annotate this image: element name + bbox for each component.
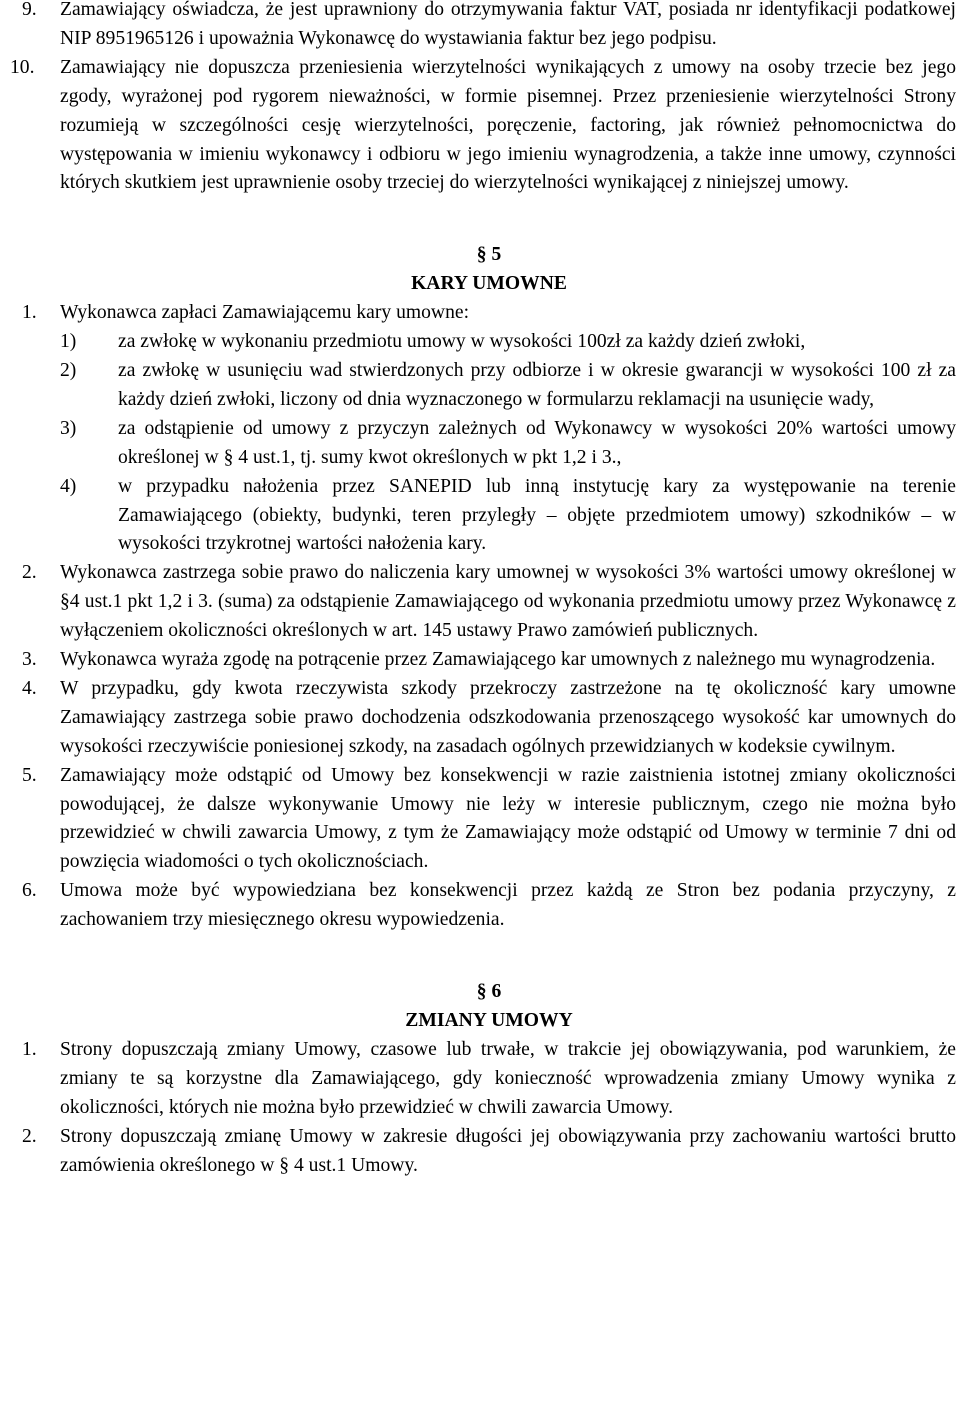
penalty-clause-4 [0, 675, 956, 762]
penalty-subclause-4 [0, 473, 956, 560]
clause-text: Zamawiający nie dopuszcza przeniesienia wierzytelności wynikających z umowy na osoby trzecie bez jego zgody, wyrażonej pod rygorem nieważności, w formie pisemnej. Przez przeniesienie wierzytelności Strony rozumieją w szczególności cesję wierzytelności, poręczenie, factoring, jak również pełnomocnictwa do występowania w imieniu wykonawcy i odbioru w jego imieniu wynagrodzenia, a także inne umowy, czynności których skutkiem jest uprawnienie osoby trzeciej do wierzytelności wynikającej z niniejszej umowy. [60, 56, 956, 194]
section-6-number: § 6 [476, 981, 502, 1003]
subclause-number: 1) [60, 331, 77, 353]
clause-text: Strony dopuszczają zmiany Umowy, czasowe lub trwałe, w trakcie jej obowiązywania, pod warunkiem, że zmiany te są korzystne dla Zamawiającego, gdy konieczność wprowadzenia zmiany Umowy wynika z okoliczności, których nie można było przewidzieć w chwili zawarcia Umowy. [60, 1038, 956, 1118]
clause-text: Strony dopuszczają zmianę Umowy w zakresie długości jej obowiązywania przy zachowaniu wartości brutto zamówienia określonego w § 4 ust.1 Umowy. [60, 1125, 956, 1176]
clause-number: 5. [22, 764, 37, 786]
subclause-number: 3) [60, 417, 77, 439]
clause-text: Wykonawca zapłaci Zamawiającemu kary umowne: [60, 302, 470, 324]
penalty-clause-3 [0, 646, 956, 675]
clause-number: 6. [22, 880, 37, 902]
section-5-title: KARY UMOWNE [411, 273, 567, 295]
penalty-subclause-1 [0, 328, 956, 357]
subclause-number: 4) [60, 475, 77, 497]
penalty-clause-6 [0, 877, 956, 935]
section-5-number: § 5 [476, 244, 502, 266]
section-6-title: ZMIANY UMOWY [405, 1010, 573, 1031]
clause-number: 9. [22, 0, 37, 20]
penalty-subclause-3 [0, 415, 956, 473]
subclause-text: za odstąpienie od umowy z przyczyn zależnych od Wykonawcy w wysokości 20% wartości umowy określonej w § 4 ust.1, tj. sumy kwot określonych w pkt 1,2 i 3., [118, 417, 956, 468]
clause-number: 1. [22, 302, 37, 324]
clause-number: 4. [22, 677, 37, 699]
penalty-clause-2 [0, 559, 956, 646]
clause-text: Wykonawca wyraża zgodę na potrącenie przez Zamawiającego kar umownych z należnego mu wynagrodzenia. [60, 649, 936, 671]
clause-text: Wykonawca zastrzega sobie prawo do naliczenia kary umownej w wysokości 3% wartości umowy określonej w §4 ust.1 pkt 1,2 i 3. (suma) za odstąpienie Zamawiającego od wykonania przedmiotu umowy przez Wykonawcę z wyłączeniem okoliczności określonych w art. 145 ustawy Prawo zamówień publicznych. [60, 562, 956, 642]
clause-9 [0, 0, 956, 54]
amendment-clause-1 [0, 1036, 956, 1123]
subclause-text: w przypadku nałożenia przez SANEPID lub inną instytucję kary za występowanie na terenie Zamawiającego (obiekty, budynki, teren przyległy – objęte przedmiotem umowy) szkodników – w wysokości trzykrotnej wartości nałożenia kary. [118, 475, 956, 555]
penalty-clause-1 [0, 299, 956, 328]
penalty-subclause-2 [0, 357, 956, 415]
clause-number: 10. [10, 56, 35, 78]
clause-number: 1. [22, 1038, 37, 1060]
penalty-clause-5 [0, 762, 956, 878]
subclause-number: 2) [60, 359, 77, 381]
clause-10 [0, 54, 956, 199]
clause-text: W przypadku, gdy kwota rzeczywista szkody przekroczy zastrzeżone na tę okoliczność kary umowne Zamawiający zastrzega sobie prawo dochodzenia odszkodowania przenoszącego wysokość kar umownych do wysokości rzeczywiście poniesionej szkody, na zasadach ogólnych przewidzianych w kodeksie cywilnym. [60, 677, 956, 757]
clause-text: Umowa może być wypowiedziana bez konsekwencji przez każdą ze Stron bez podania przyczyny, z zachowaniem trzy miesięcznego okresu wypowiedzenia. [60, 880, 956, 931]
subclause-text: za zwłokę w usunięciu wad stwierdzonych przy odbiorze i w okresie gwarancji w wysokości 100 zł za każdy dzień zwłoki, liczony od dnia wyznaczonego w formularzu reklamacji na usunięcie wady, [118, 359, 956, 410]
clause-number: 2. [22, 1125, 37, 1147]
clause-text: Zamawiający oświadcza, że jest uprawniony do otrzymywania faktur VAT, posiada nr identyfikacji podatkowej NIP 8951965126 i upoważnia Wykonawcę do wystawiania faktur bez jego podpisu. [60, 0, 956, 49]
clause-text: Zamawiający może odstąpić od Umowy bez konsekwencji w razie zaistnienia istotnej zmiany okoliczności powodującej, że dalsze wykonywanie Umowy nie leży w interesie publicznym, czego nie można było przewidzieć w chwili zawarcia Umowy, z tym że Zamawiający może odstąpić od Umowy w terminie 7 dni od powzięcia wiadomości o tych okolicznościach. [60, 764, 956, 873]
clause-number: 2. [22, 562, 37, 584]
clause-number: 3. [22, 649, 37, 671]
amendment-clause-2 [0, 1123, 956, 1181]
subclause-text: za zwłokę w wykonaniu przedmiotu umowy w wysokości 100zł za każdy dzień zwłoki, [118, 331, 806, 353]
